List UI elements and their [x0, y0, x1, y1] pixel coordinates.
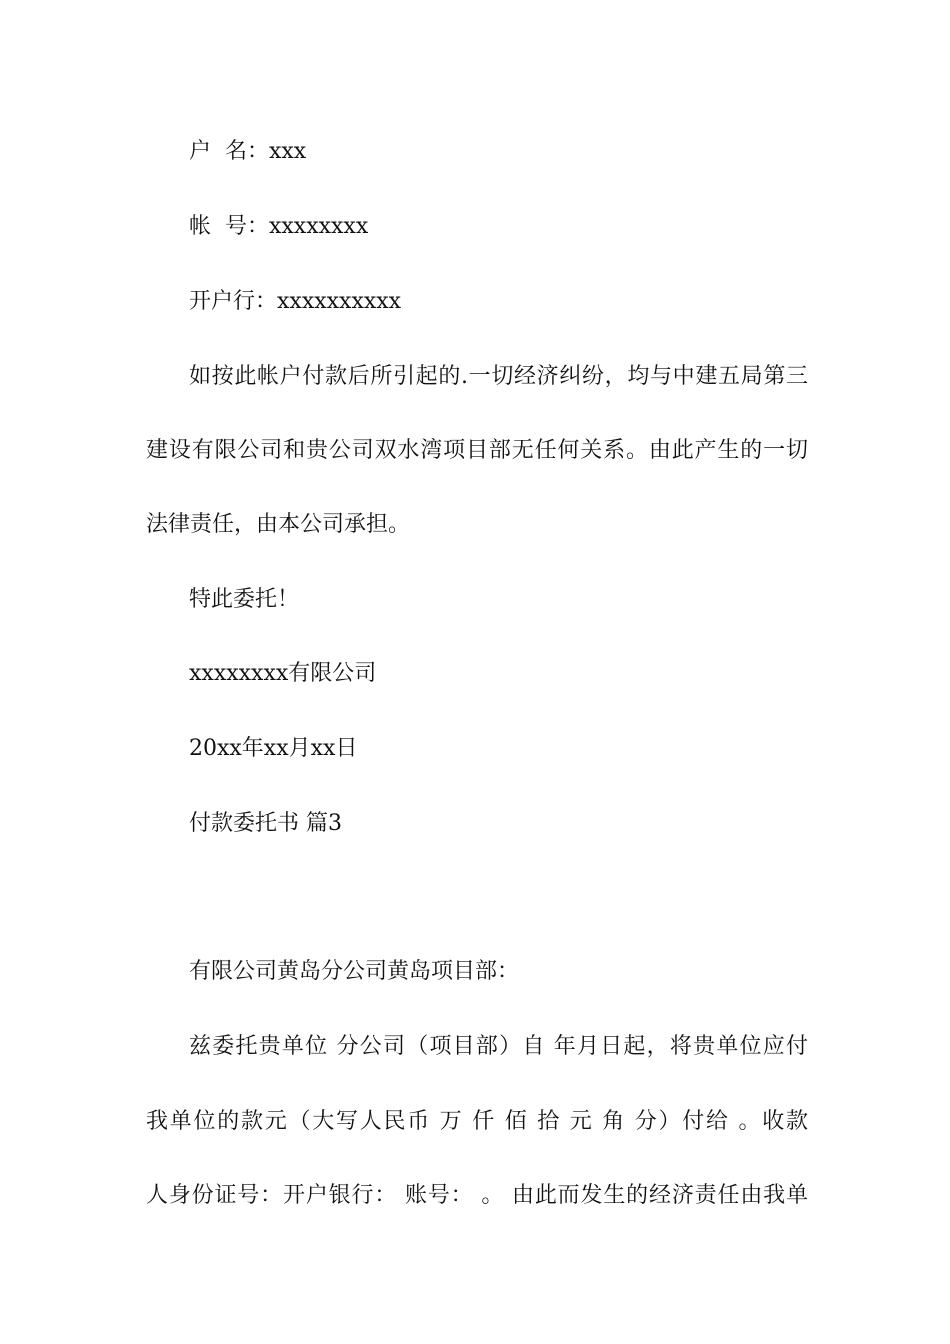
paragraph2-line2: 我单位的款元（大写人民币 万 仟 佰 拾 元 角 分）付给 。收款 [146, 1109, 808, 1134]
paragraph2-line3: 人身份证号：开户银行： 账号： 。 由此而发生的经济责任由我单 [146, 1183, 808, 1208]
paragraph1-line3: 法律责任，由本公司承担。 [146, 512, 411, 537]
paragraph1-line1: 如按此帐户付款后所引起的.一切经济纠纷，均与中建五局第三 [189, 364, 808, 389]
closing-line: 特此委托！ [189, 587, 300, 612]
bank-line: 开户行：xxxxxxxxxx [189, 289, 402, 314]
date-line: 20xx年xx月xx日 [189, 736, 358, 761]
company-line: xxxxxxxx有限公司 [189, 661, 377, 686]
account-number-line: 帐 号：xxxxxxxx [189, 214, 369, 239]
account-name-line: 户 名：xxx [189, 139, 307, 164]
paragraph1-line2: 建设有限公司和贵公司双水湾项目部无任何关系。由此产生的一切 [146, 438, 808, 463]
section-title: 付款委托书 篇3 [189, 811, 342, 836]
addressee-line: 有限公司黄岛分公司黄岛项目部： [189, 959, 520, 984]
paragraph2-line1: 兹委托贵单位 分公司（项目部）自 年月日起，将贵单位应付 [189, 1034, 808, 1059]
